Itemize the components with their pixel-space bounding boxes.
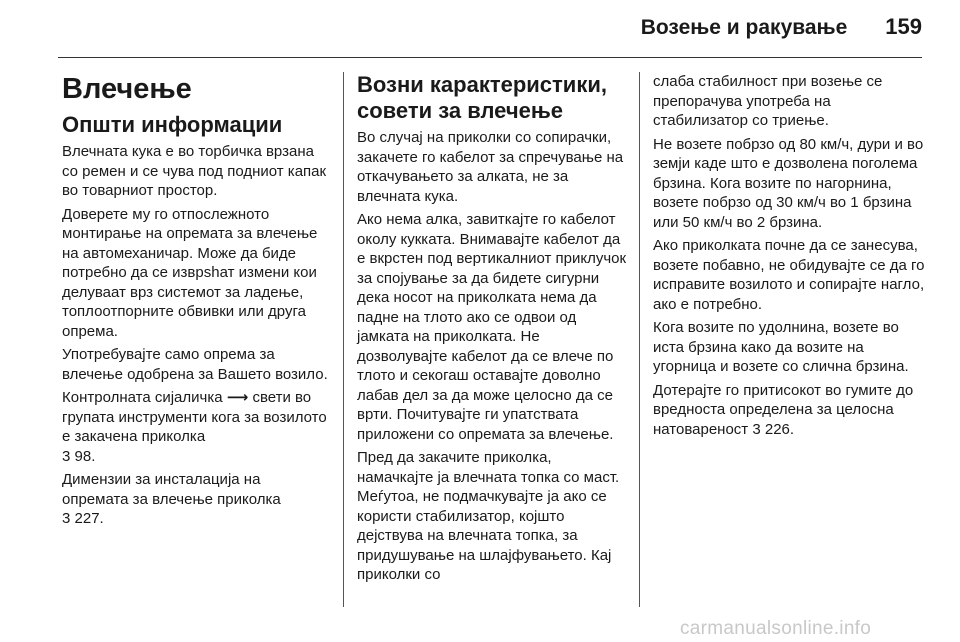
paragraph: Употребувајте само опрема за влечење одобрена за Вашето возило. bbox=[62, 346, 328, 383]
column-1 bbox=[62, 72, 330, 533]
chapter-heading: Влечење bbox=[62, 73, 192, 105]
header-rule bbox=[58, 57, 922, 58]
paragraph: Пред да закачите приколка, намачкајте ја влечната топка со маст. Меѓутоа, не подмачкувајте ја ако се користи стабилизатор, којшто дејствува на влечната топка, за придушување на шлајфувањето. Кај приколки со bbox=[357, 449, 620, 583]
watermark: carmanualsonline.info bbox=[680, 618, 872, 639]
page-reference-link[interactable]: 3 227. bbox=[62, 510, 104, 527]
page-reference-link[interactable]: 3 226. bbox=[752, 420, 795, 438]
column-divider bbox=[639, 72, 640, 607]
paragraph: Во случај на приколки со сопирачки, закачете го кабелот за спречување на откачувањето за алката, не за влечната кука. bbox=[357, 129, 624, 205]
section-title: Возење и ракување bbox=[640, 16, 848, 39]
paragraph bbox=[62, 470, 330, 529]
driving-tips-heading: Возни карактеристики, совети за влечење bbox=[357, 72, 607, 123]
general-info-heading: Општи информации bbox=[62, 112, 283, 137]
paragraph: Ако приколката почне да се занесува, возете побавно, не обидувајте се да го исправите возилото и сопирајте нагло, ако е потребно. bbox=[653, 237, 925, 313]
column-2 bbox=[357, 72, 629, 589]
paragraph: Ако нема алка, завиткајте го кабелот околу кукката. Внимавајте кабелот да е вкрстен под вертикалниот приклучок за спојување за да бидете сигурни дека носот на приколката нема да падне на тлото ако се одвои од јамката на приколката. Не дозволувајте кабелот да се влече по тлото и секогаш оставајте доволно лабав дел за да може целосно да се врти. Почитувајте ги упатствата приложени со опремата за влечење. bbox=[357, 211, 627, 443]
text: Димензии за инсталација на опремата за влечење приколка bbox=[62, 471, 281, 508]
paragraph bbox=[62, 388, 330, 466]
page-header bbox=[641, 14, 922, 40]
column-3 bbox=[653, 72, 925, 443]
paragraph bbox=[653, 381, 925, 440]
paragraph: Кога возите по удолнина, возете во иста брзина како да возите на угорница и возете со слична брзина. bbox=[653, 319, 909, 375]
column-divider bbox=[343, 72, 344, 607]
text: Дотерајте го притисокот во гумите до вредноста определена за целосна натовареност bbox=[653, 381, 914, 438]
trailer-indicator-icon: ⟶ bbox=[226, 389, 249, 406]
paragraph: слаба стабилност при возење се препорачува употреба на стабилизатор со триење. bbox=[653, 73, 883, 129]
paragraph: Доверете му го отпослежното монтирање на опремата за влечење на автомеханичар. Може да биде потребно да се изврshат измени кои делуваат врз системот за ладење, топлоотпорните обвивки или друга опрема. bbox=[62, 205, 318, 340]
text: Контролната сијаличка bbox=[62, 389, 227, 406]
page-number: 159 bbox=[885, 14, 922, 39]
text: свети во групата инструменти кога за возилото е закачена приколка bbox=[62, 389, 327, 445]
page-reference-link[interactable]: 3 98. bbox=[62, 447, 96, 465]
paragraph: Влечната кука е во торбичка врзана со ремен и се чува под подниот капак во товарниот простор. bbox=[62, 143, 327, 199]
paragraph: Не возете побрзо од 80 км/ч, дури и во земји каде што е дозволена поголема брзина. Кога возите по нагорнина, возете побрзо од 30 км/ч во 1 брзина или 50 км/ч во 2 брзина. bbox=[653, 135, 924, 231]
